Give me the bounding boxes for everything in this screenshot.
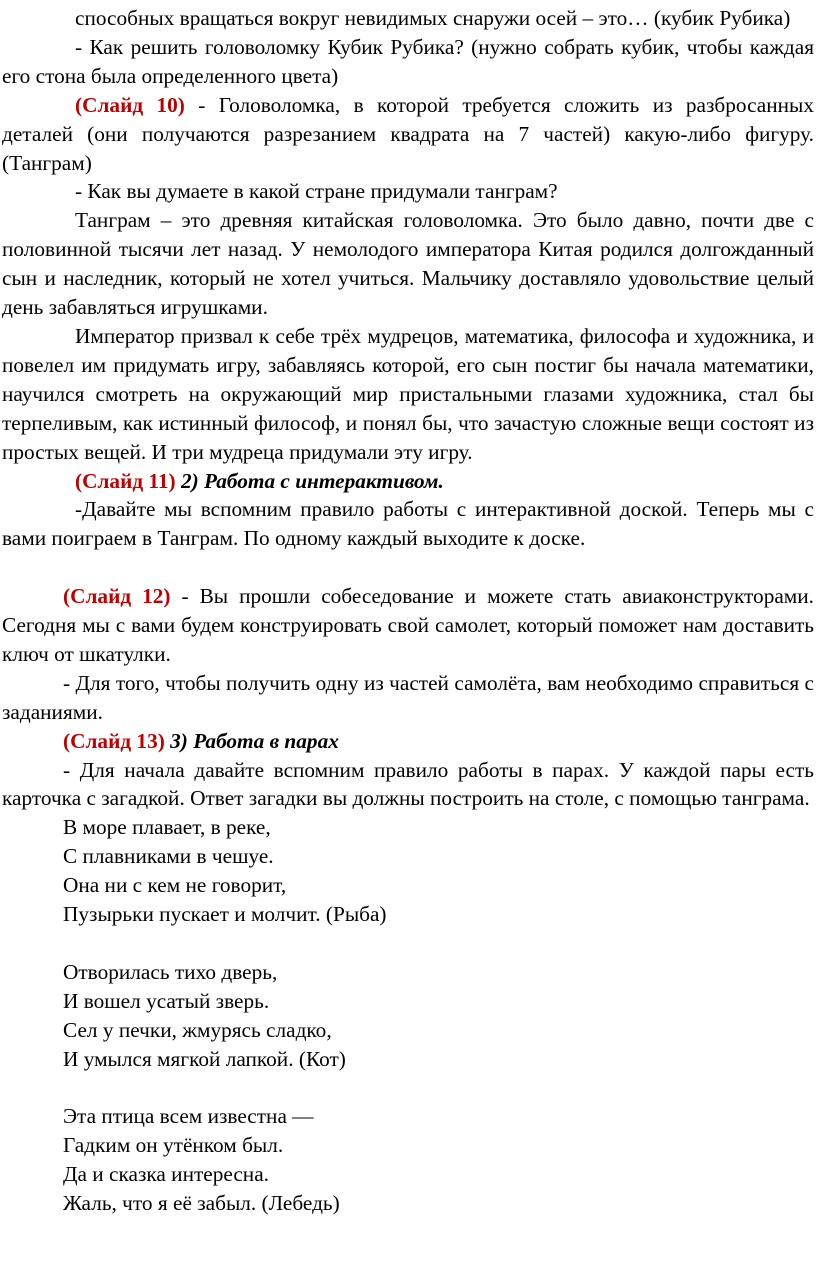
- poem-line: Сел у печки, жмурясь сладко,: [63, 1017, 332, 1042]
- paragraph-tangram-history: Танграм – это древняя китайская головоломка. Это было давно, почти две с половинной тысячи лет назад. У немолодого императора Китая родился долгожданный сын и наследник, который не хотел учиться. Мальчику доставляло удовольствие целый день забавляться игрушками.: [2, 208, 814, 320]
- paragraph-text: - Вы прошли собеседование и можете стать авиаконструкторами. Сегодня мы с вами будем конструировать свой самолет, который поможет нам доставить ключ от шкатулки.: [2, 584, 814, 666]
- poem-line: Отворилась тихо дверь,: [63, 959, 278, 984]
- poem-line: Гадким он утёнком был.: [63, 1133, 284, 1158]
- poem-line: Эта птица всем известна —: [63, 1104, 314, 1129]
- poem-line: Пузырьки пускает и молчит. (Рыба): [63, 902, 387, 927]
- slide-label: (Слайд 11): [75, 468, 176, 493]
- paragraph-tasks: - Для того, чтобы получить одну из частей самолёта, вам необходимо справиться с заданиями.: [2, 670, 814, 724]
- poem-line: Она ни с кем не говорит,: [63, 873, 287, 898]
- paragraph-interactive-board: -Давайте мы вспомним правило работы с интерактивной доской. Теперь мы с вами поиграем в Танграм. По одному каждый выходите к доске.: [2, 497, 814, 551]
- blank-line: [2, 553, 814, 582]
- riddle-cat: [2, 958, 814, 1074]
- blank-line: [2, 1074, 814, 1103]
- paragraph-tangram-question: - Как вы думаете в какой стране придумали танграм?: [75, 179, 558, 204]
- paragraph-slide-10: [2, 91, 814, 178]
- paragraph-emperor-story: Император призвал к себе трёх мудрецов, математика, философа и художника, и повелел им придумать игру, забавляясь которой, его сын постиг бы начала математики, научился смотреть на окружающий мир пристальными глазами художника, стал бы терпеливым, как истинный философ, и понял бы, что зачастую сложные вещи состоят из простых вещей. И три мудреца придумали эту игру.: [2, 323, 814, 464]
- poem-line: В море плавает, в реке,: [63, 815, 271, 840]
- slide-label: (Слайд 10): [75, 92, 185, 117]
- riddle-fish: [2, 813, 814, 929]
- blank-line: [2, 929, 814, 958]
- poem-line: Жаль, что я её забыл. (Лебедь): [63, 1191, 340, 1216]
- paragraph-rubik-intro: способных вращаться вокруг невидимых снаружи осей – это… (кубик Рубика): [75, 6, 791, 30]
- poem-line: С плавниками в чешуе.: [63, 844, 274, 869]
- section-heading: 2) Работа с интерактивом.: [175, 468, 444, 493]
- slide-label: (Слайд 13): [63, 728, 165, 753]
- paragraph-slide-13: [2, 727, 814, 756]
- paragraph-rubik-question: - Как решить головоломку Кубик Рубика? (нужно собрать кубик, чтобы каждая его стона была определенного цвета): [2, 34, 814, 88]
- poem-line: И вошел усатый зверь.: [63, 988, 270, 1013]
- poem-line: Да и сказка интересна.: [63, 1162, 269, 1187]
- poem-line: И умылся мягкой лапкой. (Кот): [63, 1046, 346, 1071]
- paragraph-text: - Головоломка, в которой требуется сложить из разбросанных деталей (они получаются разрезанием квадрата на 7 частей) какую-либо фигуру. (Танграм): [2, 92, 814, 175]
- paragraph-pair-work: - Для начала давайте вспомним правило работы в парах. У каждой пары есть карточка с загадкой. Ответ загадки вы должны построить на столе, с помощью танграма.: [2, 757, 814, 811]
- section-heading: 3) Работа в парах: [164, 728, 339, 753]
- riddle-swan: [2, 1102, 814, 1218]
- paragraph-slide-12: [2, 582, 814, 669]
- slide-label: (Слайд 12): [63, 584, 171, 609]
- paragraph-slide-11: [2, 467, 814, 496]
